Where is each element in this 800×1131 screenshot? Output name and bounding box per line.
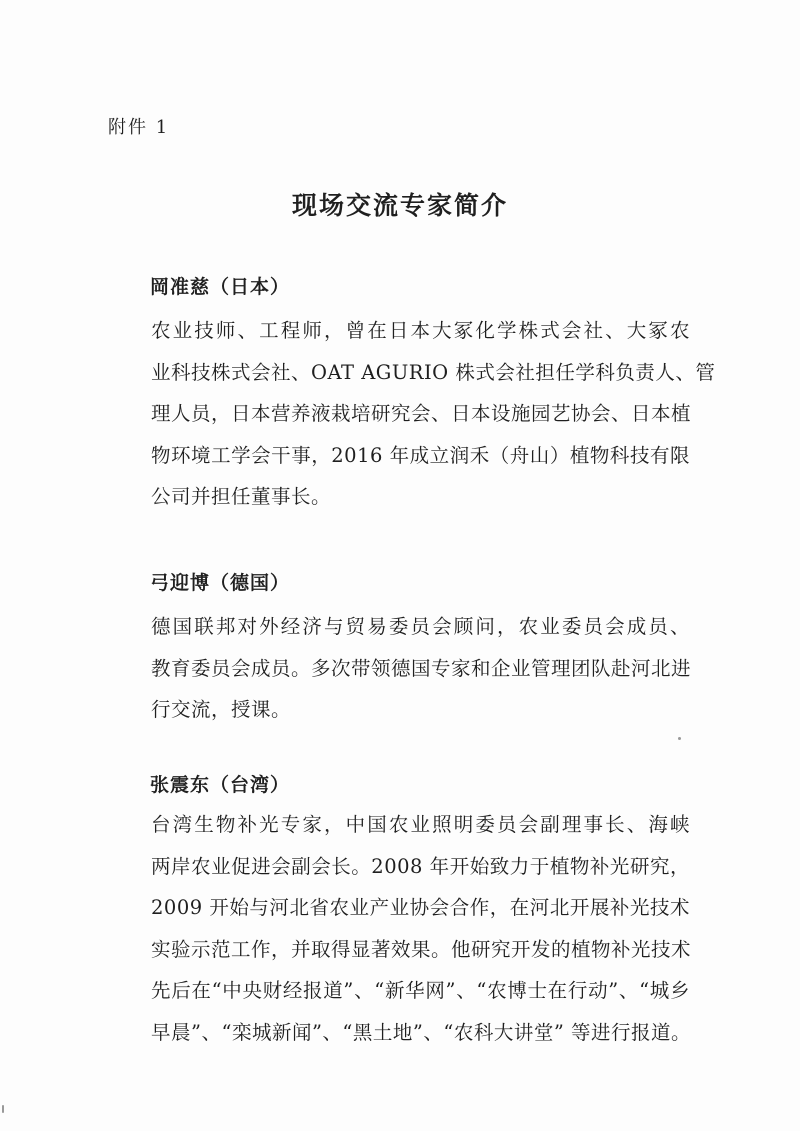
page-title: 现场交流专家简介 [291,191,508,220]
bio-line: 业科技株式会社、OAT AGURIO 株式会社担任学科负责人、管 [151,360,716,384]
bio-line: 德国联邦对外经济与贸易委员会顾问，农业委员会成员、 [151,615,690,638]
expert-bio [112,310,716,518]
bio-line: 行交流，授课。 [151,698,292,721]
scan-speck [678,737,681,740]
bio-line: 早晨”、“栾城新闻”、“黑土地”、“农科大讲堂” 等进行报道。 [151,1020,691,1044]
bio-line: 台湾生物补光专家，中国农业照明委员会副理事长、海峡 [151,813,690,836]
bio-line: 2009 开始与河北省农业产业协会合作，在河北开展补光技术 [151,896,690,919]
expert-bio [112,804,690,1053]
bio-line: 实验示范工作，并取得显著效果。他研究开发的植物补光技术 [151,937,692,961]
expert-name: 岡准慈（日本） [150,276,291,298]
bio-line: 教育委员会成员。多次带领德国专家和企业管理团队赴河北进 [151,656,692,680]
bio-line: 理人员，日本营养液栽培研究会、日本设施园艺协会、日本植 [151,402,692,425]
expert-name: 弓迎博（德国） [150,572,291,594]
expert-section-3 [112,770,690,1053]
bio-line: 先后在“中央财经报道”、“新华网”、“农博士在行动”、“城乡 [151,979,690,1002]
expert-bio [112,606,690,731]
expert-name: 张震东（台湾） [150,774,291,796]
bio-line: 两岸农业促进会副会长。2008 年开始致力于植物补光研究， [151,854,690,878]
scan-speck [2,1105,4,1113]
expert-section-1 [112,272,716,518]
bio-line: 物环境工学会干事，2016 年成立润禾（舟山）植物科技有限 [151,443,690,467]
expert-section-2 [112,568,690,731]
bio-line: 农业技师、工程师，曾在日本大冢化学株式会社、大冢农 [151,319,690,342]
bio-line: 公司并担任董事长。 [151,485,332,508]
attachment-label: 附件 1 [108,117,170,138]
